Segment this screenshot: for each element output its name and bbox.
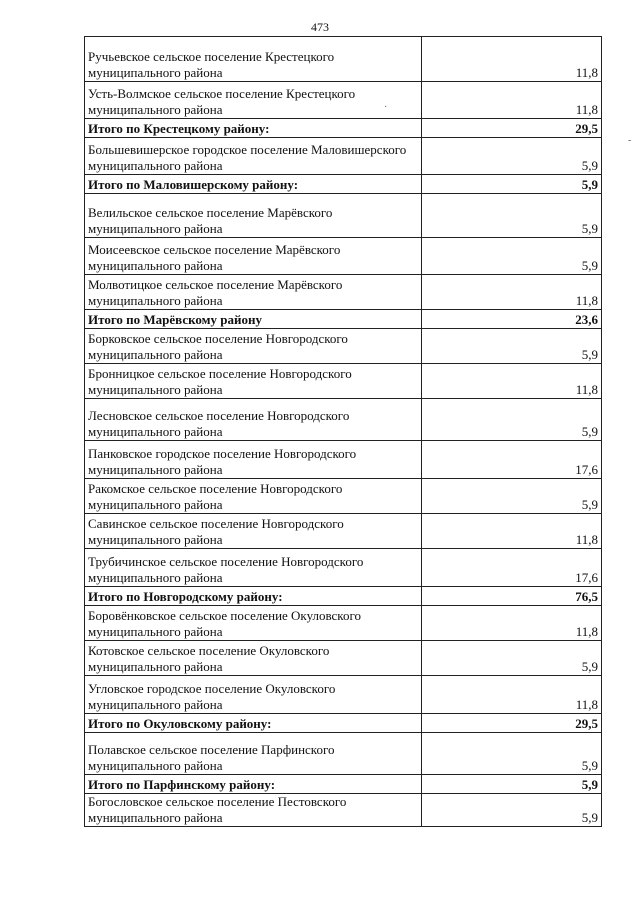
table-total-row — [85, 119, 602, 138]
settlement-name-cell: Лесновское сельское поселение Новгородского муниципального района — [85, 399, 422, 441]
table-row — [85, 138, 602, 175]
settlement-name-cell: Велильское сельское поселение Марёвского муниципального района — [85, 194, 422, 238]
settlement-name-cell: Борковское сельское поселение Новгородского муниципального района — [85, 329, 422, 364]
page-number: 473 — [311, 20, 329, 34]
settlement-name-cell: Итого по Окуловскому району: — [85, 714, 422, 733]
amount-cell: 11,8 — [422, 37, 602, 82]
table-row — [85, 37, 602, 82]
settlement-name-cell: Богословское сельское поселение Пестовского муниципального района — [85, 794, 422, 827]
table-row — [85, 733, 602, 775]
table-row — [85, 441, 602, 479]
table-row — [85, 275, 602, 310]
amount-cell: 17,6 — [422, 441, 602, 479]
table-total-row — [85, 310, 602, 329]
settlement-name-cell: Ручьевское сельское поселение Крестецкого муниципального района — [85, 37, 422, 82]
scan-mark: - — [628, 135, 632, 146]
table-row — [85, 641, 602, 676]
settlement-name-cell: Итого по Парфинскому району: — [85, 775, 422, 794]
amount-cell: 11,8 — [422, 676, 602, 714]
table-row — [85, 364, 602, 399]
settlement-name-cell: Угловское городское поселение Окуловского муниципального района — [85, 676, 422, 714]
amount-cell: 5,9 — [422, 175, 602, 194]
settlement-name-cell: Трубичинское сельское поселение Новгородского муниципального района — [85, 549, 422, 587]
table-row — [85, 676, 602, 714]
settlement-name-cell: Бронницкое сельское поселение Новгородского муниципального района — [85, 364, 422, 399]
amount-cell: 11,8 — [422, 275, 602, 310]
amount-cell: 5,9 — [422, 794, 602, 827]
amount-cell: 11,8 — [422, 364, 602, 399]
table-row — [85, 194, 602, 238]
settlement-name-cell: Моисеевское сельское поселение Марёвского муниципального района — [85, 238, 422, 275]
table-row — [85, 549, 602, 587]
settlement-name-cell: Панковское городское поселение Новгородского муниципального района — [85, 441, 422, 479]
settlement-name-cell: Савинское сельское поселение Новгородского муниципального района — [85, 514, 422, 549]
table-total-row — [85, 775, 602, 794]
settlement-name-cell: Полавское сельское поселение Парфинского муниципального района — [85, 733, 422, 775]
amount-cell: 5,9 — [422, 399, 602, 441]
table-row — [85, 479, 602, 514]
table-row — [85, 329, 602, 364]
table-total-row — [85, 175, 602, 194]
settlement-name-cell: Итого по Маловишерскому району: — [85, 175, 422, 194]
settlement-name-cell: Усть-Волмское сельское поселение Крестецкого муниципального района — [85, 82, 422, 119]
amount-cell: 5,9 — [422, 238, 602, 275]
amount-cell: 5,9 — [422, 479, 602, 514]
table-row — [85, 238, 602, 275]
amount-cell: 23,6 — [422, 310, 602, 329]
amount-cell: 11,8 — [422, 514, 602, 549]
amount-cell: 5,9 — [422, 733, 602, 775]
amount-cell: 29,5 — [422, 119, 602, 138]
settlement-name-cell: Итого по Марёвскому району — [85, 310, 422, 329]
amount-cell: 5,9 — [422, 194, 602, 238]
amount-cell: 11,8 — [422, 606, 602, 641]
amount-cell: 17,6 — [422, 549, 602, 587]
settlement-name-cell: Ракомское сельское поселение Новгородского муниципального района — [85, 479, 422, 514]
amount-cell: 5,9 — [422, 641, 602, 676]
table-row — [85, 606, 602, 641]
settlement-name-cell: Котовское сельское поселение Окуловского муниципального района — [85, 641, 422, 676]
table-row — [85, 399, 602, 441]
settlement-name-cell: Молвотицкое сельское поселение Марёвского муниципального района — [85, 275, 422, 310]
table-body — [85, 37, 602, 827]
table-row — [85, 794, 602, 827]
table-total-row — [85, 714, 602, 733]
amount-cell: 5,9 — [422, 329, 602, 364]
settlement-name-cell: Итого по Крестецкому району: — [85, 119, 422, 138]
allocation-table — [84, 36, 602, 827]
table-total-row — [85, 587, 602, 606]
amount-cell: 11,8 — [422, 82, 602, 119]
scan-mark: · — [384, 102, 388, 113]
amount-cell: 29,5 — [422, 714, 602, 733]
amount-cell: 5,9 — [422, 775, 602, 794]
settlement-name-cell: Большевишерское городское поселение Маловишерского муниципального района — [85, 138, 422, 175]
table-row — [85, 514, 602, 549]
settlement-name-cell: Итого по Новгородскому району: — [85, 587, 422, 606]
amount-cell: 5,9 — [422, 138, 602, 175]
settlement-name-cell: Боровёнковское сельское поселение Окуловского муниципального района — [85, 606, 422, 641]
amount-cell: 76,5 — [422, 587, 602, 606]
table-row — [85, 82, 602, 119]
